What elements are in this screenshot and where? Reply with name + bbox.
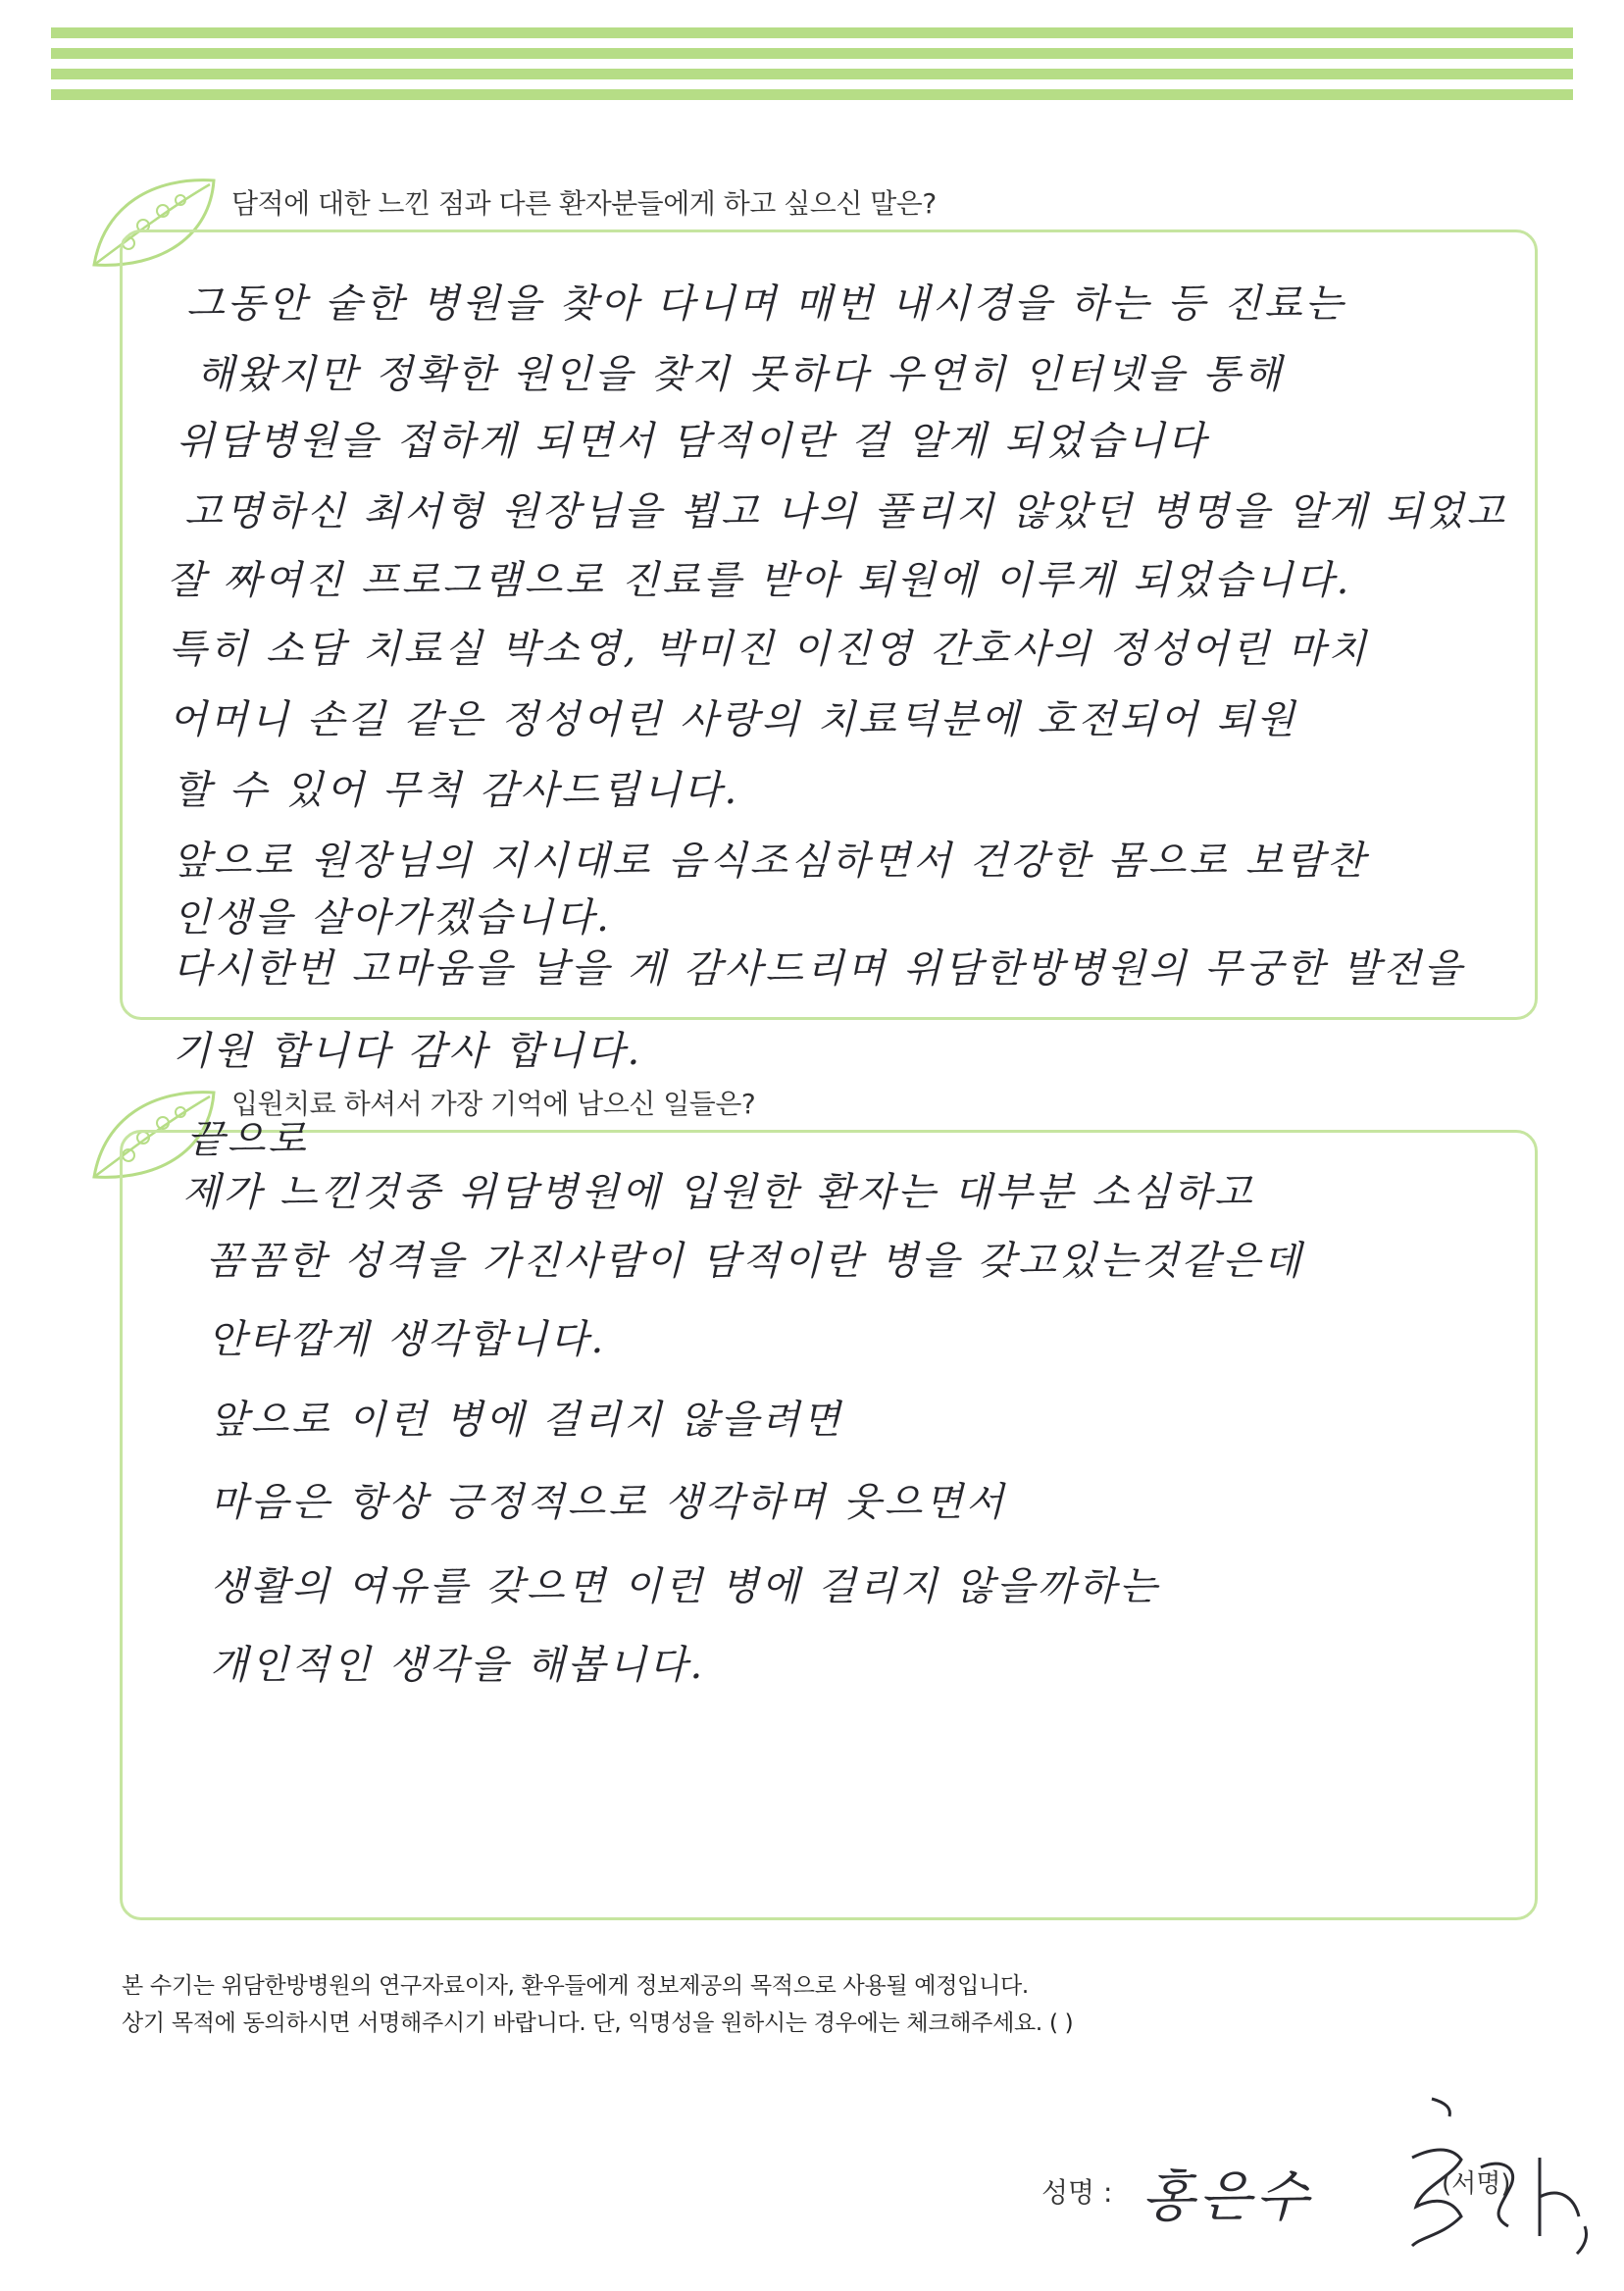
answer-1-line: 기원 합니다 감사 합니다. xyxy=(173,1029,643,1074)
answer-1-line: 잘 짜여진 프로그램으로 진료를 받아 퇴원에 이루게 되었습니다. xyxy=(167,558,1352,603)
answer-2-line: 제가 느낀것중 위담병원에 입원한 환자는 대부분 소심하고 xyxy=(182,1170,1255,1215)
answer-1-line: 그동안 숱한 병원을 찾아 다니며 매번 내시경을 하는 등 진료는 xyxy=(186,281,1346,327)
answer-2-line: 앞으로 이런 병에 걸리지 않을려면 xyxy=(210,1398,843,1443)
answer-1-line: 다시한번 고마움을 날을 게 감사드리며 위담한방병원의 무궁한 발전을 xyxy=(173,946,1465,992)
signature-name: 홍은수 xyxy=(1142,2165,1313,2229)
answer-2-line: 끝으로 xyxy=(186,1117,309,1162)
question-1: 담적에 대한 느낀 점과 다른 환자분들에게 하고 싶으신 말은? xyxy=(231,187,937,220)
answer-2-line: 꼼꼼한 성격을 가진사람이 담적이란 병을 갖고있는것같은데 xyxy=(206,1239,1304,1284)
answer-1-line: 위담병원을 접하게 되면서 담적이란 걸 알게 되었습니다 xyxy=(177,419,1209,464)
consent-notice-line-2: 상기 목적에 동의하시면 서명해주시기 바랍니다. 단, 익명성을 원하시는 경우에는 체크해주세요. ( ) xyxy=(122,2011,1074,2036)
answer-2-line: 안타깝게 생각합니다. xyxy=(208,1317,607,1362)
answer-1-line: 해왔지만 정확한 원인을 찾지 못하다 우연히 인터넷을 통해 xyxy=(196,352,1285,397)
answer-2-line: 마음은 항상 긍정적으로 생각하며 웃으면서 xyxy=(210,1480,1007,1525)
answer-2-line: 생활의 여유를 갖으면 이런 병에 걸리지 않을까하는 xyxy=(210,1564,1160,1609)
header-stripes xyxy=(51,27,1573,100)
answer-1-line: 할 수 있어 무척 감사드립니다. xyxy=(173,768,740,813)
answer-2-line: 개인적인 생각을 해봅니다. xyxy=(210,1643,706,1688)
signature-label: 성명 : xyxy=(1041,2176,1113,2209)
answer-1-line: 특히 소담 치료실 박소영, 박미진 이진영 간호사의 정성어린 마치 xyxy=(169,627,1370,672)
answer-1-line: 앞으로 원장님의 지시대로 음식조심하면서 건강한 몸으로 보람찬 xyxy=(173,839,1368,884)
signature-mark-label: (서명) xyxy=(1442,2169,1511,2199)
consent-notice-line-1: 본 수기는 위담한방병원의 연구자료이자, 환우들에게 정보제공의 목적으로 사용될 예정입니다. xyxy=(122,1973,1029,1999)
question-2: 입원치료 하셔서 가장 기억에 남으신 일들은? xyxy=(231,1088,756,1120)
answer-1-line: 고명하신 최서형 원장님을 뵙고 나의 풀리지 않았던 병명을 알게 되었고 xyxy=(184,489,1507,535)
answer-1-line: 인생을 살아가겠습니다. xyxy=(173,895,612,941)
answer-1-line: 어머니 손길 같은 정성어린 사랑의 치료덕분에 호전되어 퇴원 xyxy=(169,697,1298,742)
